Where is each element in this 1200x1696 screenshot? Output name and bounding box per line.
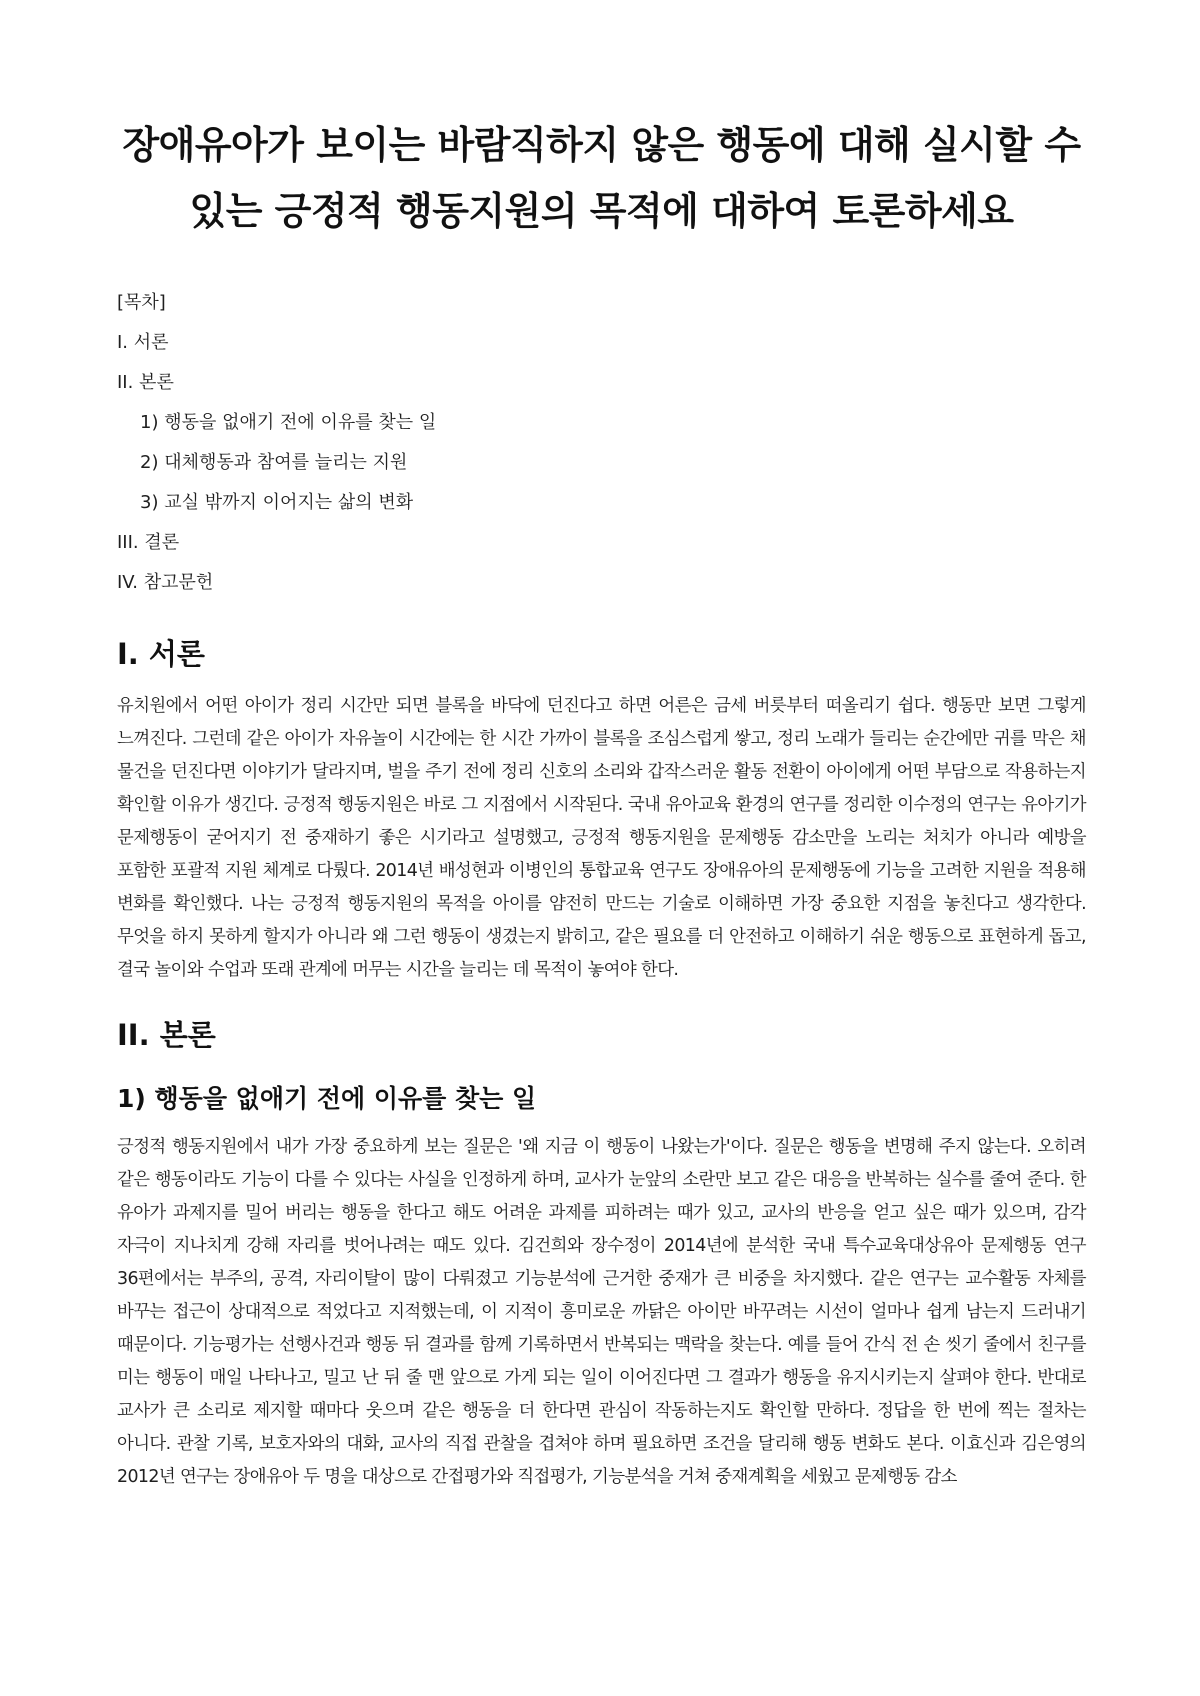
toc-heading: [목차] (117, 292, 166, 313)
body-paragraph-1: 긍정적 행동지원에서 내가 가장 중요하게 보는 질문은 '왜 지금 이 행동이 나왔는가'이다. 질문은 행동을 변명해 주지 않는다. 오히려 같은 행동이라도 기능이 다를 수 있다는 사실을 인정하게 하며, 교사가 눈앞의 소란만 보고 같은 대응을 반복하는 실수를 줄여 준다. 한 유아가 과제지를 밀어 버리는 행동을 한다고 해도 어려운 과제를 피하려는 때가 있고, 교사의 반응을 얻고 싶은 때가 있으며, 감각 자극이 지나치게 강해 자리를 벗어나려는 때도 있다. 김건희와 장수정이 2014년에 분석한 국내 특수교육대상유아 문제행동 연구 36편에서는 부주의, 공격, 자리이탈이 많이 다뤄졌고 기능분석에 근거한 중재가 큰 비중을 차지했다. 같은 연구는 교수활동 자체를 바꾸는 접근이 상대적으로 적었다고 지적했는데, 이 지적이 흥미로운 까닭은 아이만 바꾸려는 시선이 얼마나 쉽게 남는지 드러내기 때문이다. 기능평가는 선행사건과 행동 뒤 결과를 함께 기록하면서 반복되는 맥락을 찾는다. 예를 들어 간식 전 손 씻기 줄에서 친구를 미는 행동이 매일 나타나고, 밀고 난 뒤 줄 맨 앞으로 가게 되는 일이 이어진다면 그 결과가 행동을 유지시키는지 살펴야 한다. 반대로 교사가 큰 소리로 제지할 때마다 웃으며 같은 행동을 더 한다면 관심이 작동하는지도 확인할 만하다. 정답을 한 번에 찍는 절차는 아니다. 관찰 기록, 보호자와의 대화, 교사의 직접 관찰을 겹쳐야 하며 필요하면 조건을 달리해 행동 변화도 본다. 이효신과 김은영의 2012년 연구는 장애유아 두 명을 대상으로 간접평가와 직접평가, 기능분석을 거쳐 중재계획을 세웠고 문제행동 감소 (117, 1137, 1087, 1487)
section-heading-intro: I. 서론 (117, 637, 205, 671)
subsection-heading-1: 1) 행동을 없애기 전에 이유를 찾는 일 (117, 1084, 537, 1113)
toc-item-conclusion: III. 결론 (117, 532, 180, 553)
toc-item-references: IV. 참고문헌 (117, 572, 214, 593)
toc-item-intro: I. 서론 (117, 332, 169, 353)
section-heading-body: II. 본론 (117, 1018, 216, 1052)
intro-paragraph: 유치원에서 어떤 아이가 정리 시간만 되면 블록을 바닥에 던진다고 하면 어른은 금세 버릇부터 떠올리기 쉽다. 행동만 보면 그렇게 느껴진다. 그런데 같은 아이가 자유놀이 시간에는 한 시간 가까이 블록을 조심스럽게 쌓고, 정리 노래가 들리는 순간에만 귀를 막은 채 물건을 던진다면 이야기가 달라지며, 벌을 주기 전에 정리 신호의 소리와 갑작스러운 활동 전환이 아이에게 어떤 부담으로 작용하는지 확인할 이유가 생긴다. 긍정적 행동지원은 바로 그 지점에서 시작된다. 국내 유아교육 환경의 연구를 정리한 이수정의 연구는 유아기가 문제행동이 굳어지기 전 중재하기 좋은 시기라고 설명했고, 긍정적 행동지원을 문제행동 감소만을 노리는 처치가 아니라 예방을 포함한 포괄적 지원 체계로 다뤘다. 2014년 배성현과 이병인의 통합교육 연구도 장애유아의 문제행동에 기능을 고려한 지원을 적용해 변화를 확인했다. 나는 긍정적 행동지원의 목적을 아이를 얌전히 만드는 기술로 이해하면 가장 중요한 지점을 놓친다고 생각한다. 무엇을 하지 못하게 할지가 아니라 왜 그런 행동이 생겼는지 밝히고, 같은 필요를 더 안전하고 이해하기 쉬운 행동으로 표현하게 돕고, 결국 놀이와 수업과 또래 관계에 머무는 시간을 늘리는 데 목적이 놓여야 한다. (117, 696, 1086, 980)
table-of-contents (117, 292, 1086, 594)
toc-item-body-3: 3) 교실 밖까지 이어지는 삶의 변화 (140, 492, 414, 513)
toc-item-body-2: 2) 대체행동과 참여를 늘리는 지원 (140, 452, 408, 473)
toc-item-body-1: 1) 행동을 없애기 전에 이유를 찾는 일 (140, 412, 437, 433)
toc-item-body: II. 본론 (117, 372, 174, 393)
document-title: 장애유아가 보이는 바람직하지 않은 행동에 대해 실시할 수 있는 긍정적 행동지원의 목적에 대하여 토론하세요 (122, 123, 1081, 233)
